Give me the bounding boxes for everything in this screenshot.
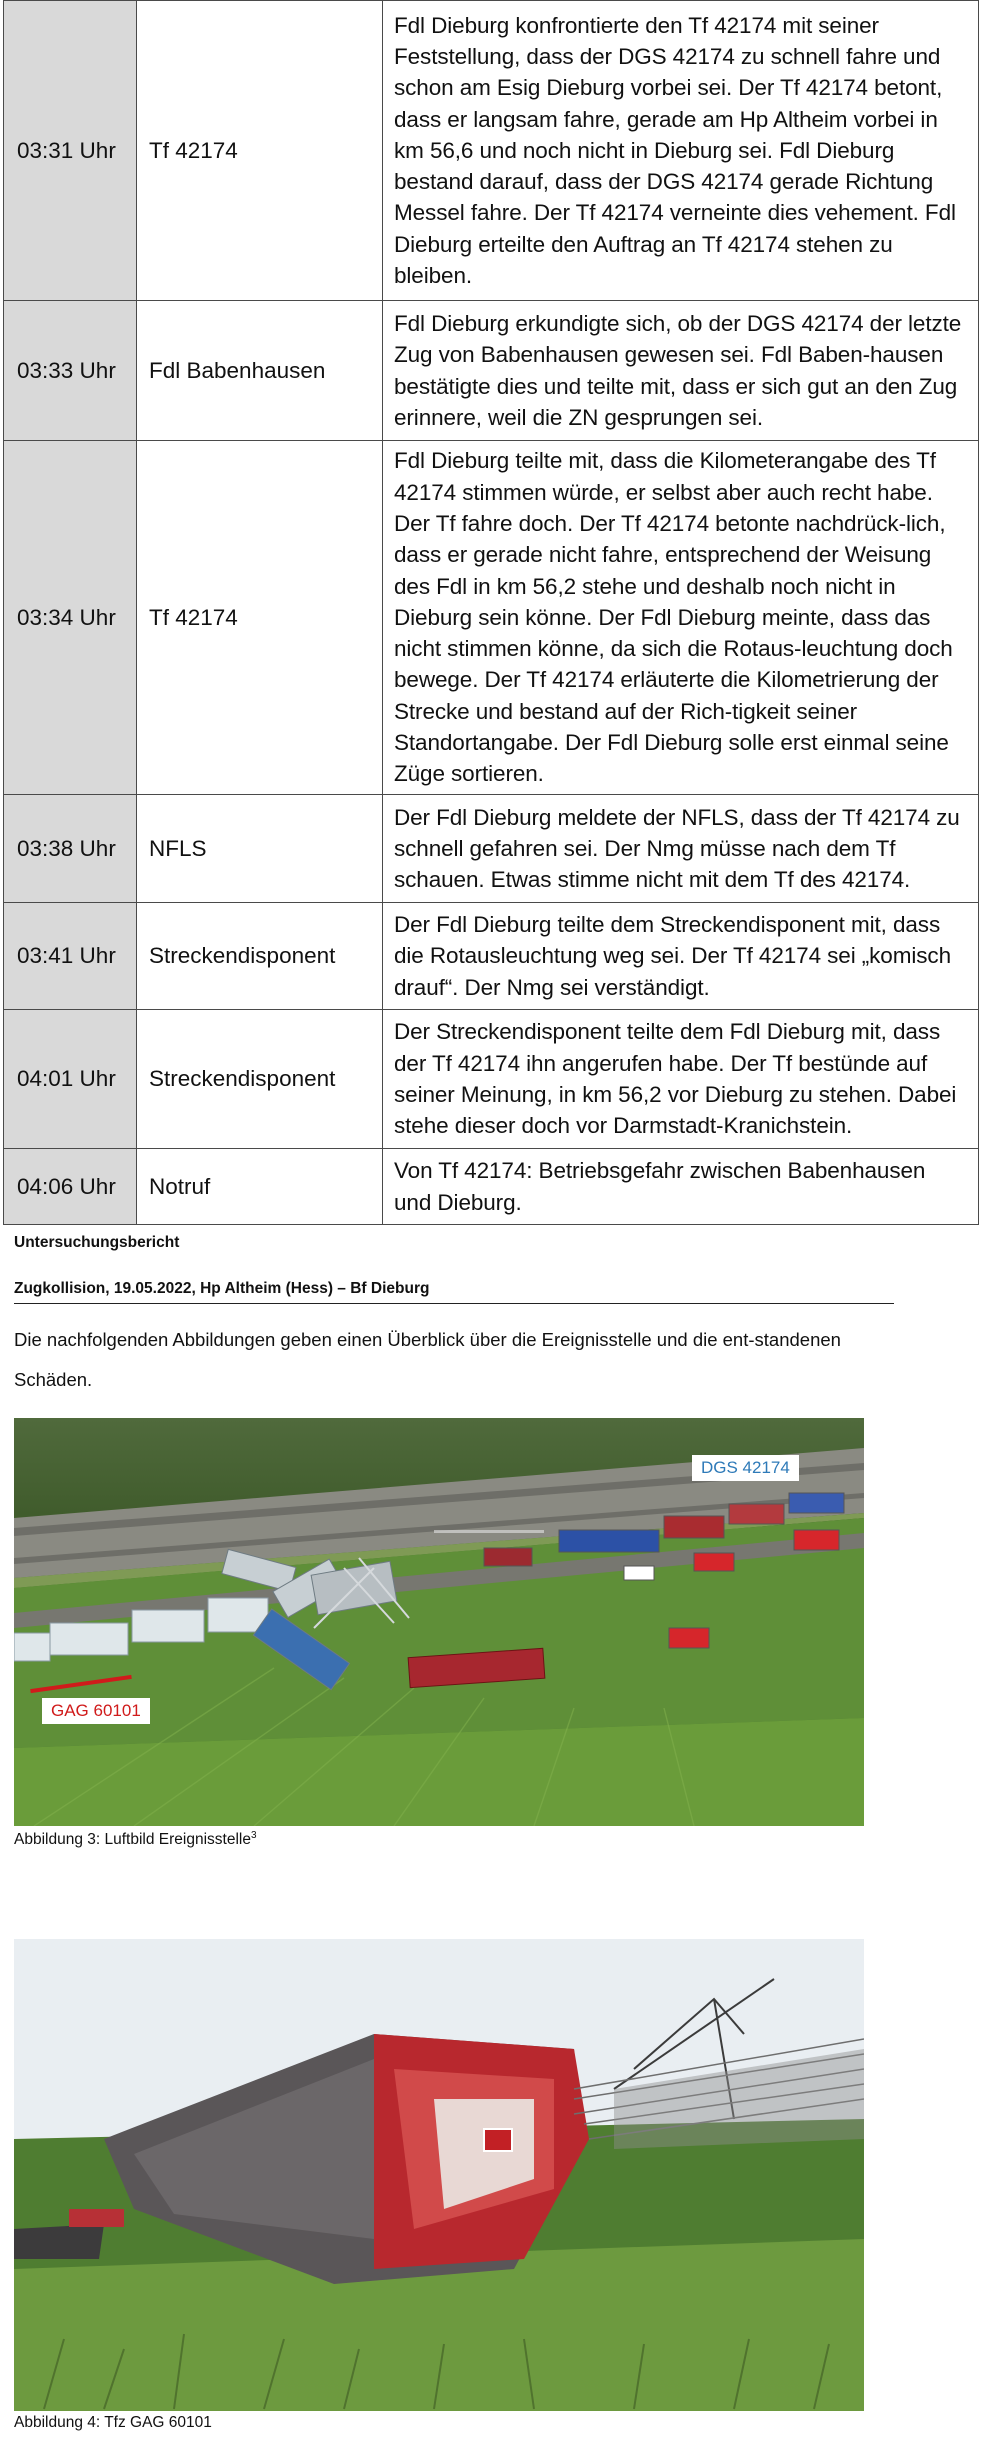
- description-cell: Der Fdl Dieburg meldete der NFLS, dass der Tf 42174 zu schnell gefahren sei. Der Nmg müsse nach dem Tf schauen. Etwas stimme nicht mit dem Tf des 42174.: [383, 795, 979, 903]
- time-cell: 03:33 Uhr: [4, 301, 137, 441]
- party-cell: Notruf: [137, 1149, 383, 1225]
- report-title: Untersuchungsbericht: [14, 1234, 180, 1251]
- figure-4-caption: Abbildung 4: Tfz GAG 60101: [14, 2414, 212, 2431]
- time-cell: 03:38 Uhr: [4, 795, 137, 903]
- time-cell: 03:41 Uhr: [4, 903, 137, 1010]
- communication-log-table: [3, 0, 979, 1225]
- dgs-train-label: DGS 42174: [692, 1455, 799, 1481]
- party-cell: NFLS: [137, 795, 383, 903]
- figure-3-caption: [14, 1830, 257, 1849]
- description-cell: Fdl Dieburg teilte mit, dass die Kilometerangabe des Tf 42174 stimmen würde, er selbst aber auch recht habe. Der Tf fahre doch. Der Tf 42174 betonte nachdrück-lich, dass er gerade nicht fahre, entsprechend der Weisung des Fdl in km 56,2 stehe und deshalb noch nicht in Dieburg sein könne. Der Fdl Dieburg meinte, dass das nicht stimmen könne, da sich die Rotaus-leuchtung doch bewege. Der Tf 42174 erläuterte die Kilometrierung der Strecke und bestand auf der Rich-tigkeit seiner Standortangabe. Der Fdl Dieburg solle erst einmal seine Züge sortieren.: [383, 441, 979, 795]
- description-cell: Der Streckendisponent teilte dem Fdl Dieburg mit, dass der Tf 42174 ihn angerufen habe. Der Tf bestünde auf seiner Meinung, in km 56,2 vor Dieburg zu stehen. Dabei stehe dieser doch vor Darmstadt-Kranichstein.: [383, 1010, 979, 1149]
- footnote-marker: 3: [250, 1830, 257, 1841]
- party-cell: Tf 42174: [137, 441, 383, 795]
- party-cell: Streckendisponent: [137, 1010, 383, 1149]
- table-row: [4, 1149, 979, 1225]
- figure-3-caption-text: Abbildung 3: Luftbild Ereignisstelle: [14, 1831, 251, 1849]
- party-cell: Fdl Babenhausen: [137, 301, 383, 441]
- table-row: [4, 1010, 979, 1149]
- table-row: [4, 301, 979, 441]
- time-cell: 03:31 Uhr: [4, 1, 137, 301]
- description-cell: Fdl Dieburg konfrontierte den Tf 42174 mit seiner Feststellung, dass der DGS 42174 zu schnell fahre und schon am Esig Dieburg vorbei sei. Der Tf 42174 betont, dass er langsam fahre, gerade am Hp Altheim vorbei in km 56,6 und noch nicht in Dieburg sei. Fdl Dieburg bestand darauf, dass der DGS 42174 gerade Richtung Messel fahre. Der Tf 42174 verneinte dies vehement. Fdl Dieburg erteilte den Auftrag an Tf 42174 stehen zu bleiben.: [383, 1, 979, 301]
- table-row: [4, 441, 979, 795]
- locomotive-photo: [14, 1939, 864, 2411]
- party-cell: Tf 42174: [137, 1, 383, 301]
- time-cell: 04:06 Uhr: [4, 1149, 137, 1225]
- locomotive-photo-illustration: [14, 1939, 864, 2411]
- table-row: [4, 903, 979, 1010]
- description-cell: Fdl Dieburg erkundigte sich, ob der DGS 42174 der letzte Zug von Babenhausen gewesen sei. Fdl Baben-hausen bestätigte dies und teilte mit, dass er sich gut an den Zug erinnere, weil die ZN gesprungen sei.: [383, 301, 979, 441]
- header-divider: [14, 1303, 894, 1304]
- intro-paragraph: Die nachfolgenden Abbildungen geben einen Überblick über die Ereignisstelle und die ent-standenen Schäden.: [14, 1329, 841, 1390]
- incident-title: Zugkollision, 19.05.2022, Hp Altheim (Hess) – Bf Dieburg: [14, 1280, 430, 1297]
- description-cell: Der Fdl Dieburg teilte dem Streckendisponent mit, dass die Rotausleuchtung weg sei. Der Tf 42174 sei „komisch drauf“. Der Nmg sei verständigt.: [383, 903, 979, 1010]
- party-cell: Streckendisponent: [137, 903, 383, 1010]
- table-row: [4, 1, 979, 301]
- time-cell: 03:34 Uhr: [4, 441, 137, 795]
- gag-train-label: GAG 60101: [42, 1698, 150, 1724]
- table-row: [4, 795, 979, 903]
- time-cell: 04:01 Uhr: [4, 1010, 137, 1149]
- description-cell: Von Tf 42174: Betriebsgefahr zwischen Babenhausen und Dieburg.: [383, 1149, 979, 1225]
